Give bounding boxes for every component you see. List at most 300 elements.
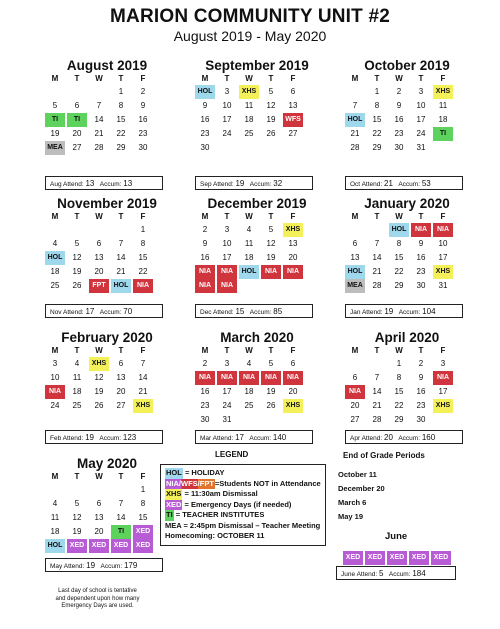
june-days	[343, 551, 451, 565]
attend-month: Oct	[350, 181, 361, 188]
weekday-header	[345, 346, 482, 357]
attendance-box	[45, 430, 163, 444]
day-cell: 3	[224, 359, 230, 368]
day-cell: XED	[387, 551, 407, 565]
weekday-label: M	[201, 212, 209, 221]
weekday-label: T	[268, 212, 274, 221]
day-cell: XHS	[283, 223, 303, 237]
weekday-label: F	[140, 472, 146, 481]
day-cell: 29	[394, 281, 404, 290]
month-apr	[332, 330, 482, 427]
weekday-label: T	[418, 74, 424, 83]
day-cell: 7	[140, 359, 146, 368]
day-cell: 25	[244, 129, 254, 138]
day-cell: 10	[50, 373, 60, 382]
day-cell: NIA	[261, 371, 281, 385]
day-cell: HOL	[195, 85, 215, 99]
accum-label: Accum:	[249, 435, 272, 442]
day-cell: 19	[72, 267, 82, 276]
day-cell: 23	[200, 401, 210, 410]
month-name: December 2019	[207, 196, 307, 211]
day-cell: 25	[72, 401, 82, 410]
attendance-box	[345, 430, 463, 444]
weekday-label: T	[418, 212, 424, 221]
day-cell: 22	[394, 267, 404, 276]
weekday-label: M	[351, 212, 359, 221]
attend-month: Feb	[50, 435, 62, 442]
attend-value: 13	[85, 179, 95, 188]
day-cell: 16	[394, 115, 404, 124]
day-cell: 7	[96, 101, 102, 110]
weekday-label: F	[140, 74, 146, 83]
day-cell: 1	[140, 485, 146, 494]
nia-text: =Students NOT in Attendance	[214, 478, 321, 488]
day-cell: 22	[138, 267, 148, 276]
accum-label: Accum:	[398, 435, 420, 442]
day-cell: 4	[246, 359, 252, 368]
day-cell: 12	[266, 239, 276, 248]
month-name: August 2019	[66, 58, 148, 73]
day-cell: 1	[140, 225, 146, 234]
month-mar	[182, 330, 332, 427]
day-cell: XED	[111, 539, 131, 553]
attendance-box	[336, 566, 456, 580]
grading-date: December 20	[338, 484, 385, 493]
weekday-label: W	[95, 74, 103, 83]
empty-day	[433, 141, 453, 155]
day-cell: HOL	[345, 265, 365, 279]
day-cell: 3	[418, 87, 424, 96]
attend-value: 5	[378, 569, 384, 578]
weekday-label: T	[74, 74, 80, 83]
day-cell: 19	[266, 387, 276, 396]
day-cell: 20	[116, 387, 126, 396]
day-cell: 13	[288, 101, 298, 110]
attendance-box	[345, 304, 463, 318]
weekday-header	[195, 212, 332, 223]
empty-day	[345, 85, 365, 99]
day-cell: 27	[350, 415, 360, 424]
day-cell: NIA	[433, 371, 453, 385]
day-cell: 26	[266, 401, 276, 410]
day-cell: 21	[116, 267, 126, 276]
day-cell: NIA	[411, 223, 431, 237]
legend-homecoming: Homecoming: OCTOBER 11	[165, 531, 265, 540]
weekday-label: F	[140, 212, 146, 221]
attend-value: 15	[235, 307, 245, 316]
day-cell: 5	[74, 499, 80, 508]
weekday-label: T	[74, 472, 80, 481]
day-cell: HOL	[389, 223, 409, 237]
weekday-label: M	[51, 346, 59, 355]
day-cell: 6	[352, 239, 358, 248]
weekday-label: T	[374, 74, 380, 83]
day-grid	[195, 223, 332, 293]
accum-value: 32	[273, 179, 283, 188]
attend-value: 17	[85, 307, 95, 316]
weekday-label: T	[418, 346, 424, 355]
weekday-label: T	[224, 74, 230, 83]
day-cell: 6	[96, 499, 102, 508]
day-cell: 14	[372, 253, 382, 262]
day-cell: NIA	[195, 279, 215, 293]
day-cell: MEA	[345, 279, 365, 293]
legend-hol	[165, 468, 321, 479]
day-cell: 2	[202, 359, 208, 368]
day-cell: NIA	[217, 265, 237, 279]
legend-ti	[165, 510, 321, 521]
day-cell: 7	[118, 499, 124, 508]
attend-month: June	[341, 571, 356, 578]
attend-month: Jan	[350, 309, 361, 316]
attend-label: Attend:	[63, 309, 84, 316]
day-cell: 11	[72, 373, 82, 382]
weekday-label: W	[245, 74, 253, 83]
day-cell: 15	[138, 513, 148, 522]
attendance-box	[45, 304, 163, 318]
day-cell: NIA	[133, 279, 153, 293]
day-cell: 29	[394, 415, 404, 424]
empty-day	[89, 85, 109, 99]
day-cell: 4	[246, 225, 252, 234]
empty-day	[67, 85, 87, 99]
weekday-label: M	[201, 346, 209, 355]
day-cell: 20	[94, 527, 104, 536]
day-cell: XED	[343, 551, 363, 565]
day-cell: 28	[350, 143, 360, 152]
empty-day	[89, 483, 109, 497]
day-cell: 17	[222, 387, 232, 396]
day-cell: 6	[74, 101, 80, 110]
attend-label: Attend:	[361, 309, 383, 316]
day-grid	[345, 223, 482, 293]
day-cell: 17	[438, 253, 448, 262]
day-cell: 7	[374, 373, 380, 382]
empty-day	[67, 223, 87, 237]
day-cell: 30	[394, 143, 404, 152]
day-cell: 1	[396, 359, 402, 368]
day-cell: 28	[372, 415, 382, 424]
weekday-label: W	[395, 346, 403, 355]
weekday-label: M	[51, 74, 59, 83]
day-cell: 1	[118, 87, 124, 96]
day-cell: XED	[133, 525, 153, 539]
day-cell: 17	[416, 115, 426, 124]
weekday-label: T	[268, 346, 274, 355]
day-cell: 15	[394, 253, 404, 262]
day-cell: XHS	[133, 399, 153, 413]
day-cell: 9	[418, 239, 424, 248]
day-cell: XHS	[433, 265, 453, 279]
day-cell: 6	[290, 359, 296, 368]
day-cell: 18	[244, 253, 254, 262]
day-cell: 16	[416, 253, 426, 262]
empty-day	[67, 483, 87, 497]
day-cell: XED	[409, 551, 429, 565]
day-cell: 3	[224, 225, 230, 234]
ti-tag: TI	[166, 510, 173, 519]
weekday-label: M	[51, 472, 59, 481]
day-cell: 12	[72, 513, 82, 522]
attend-month: Aug	[50, 181, 62, 188]
day-cell: 3	[224, 87, 230, 96]
empty-day	[45, 85, 65, 99]
tentative-note: Last day of school is tentative and dependent upon how many Emergency Days are used.	[55, 588, 140, 609]
day-cell: 15	[116, 115, 126, 124]
day-cell: 9	[202, 239, 208, 248]
day-cell: XED	[67, 539, 87, 553]
day-cell: NIA	[195, 265, 215, 279]
day-cell: 3	[52, 359, 58, 368]
day-cell: 14	[94, 115, 104, 124]
day-cell: 19	[266, 115, 276, 124]
accum-value: 104	[422, 307, 436, 316]
day-cell: 1	[374, 87, 380, 96]
attendance-box	[195, 176, 313, 190]
empty-day	[345, 357, 365, 371]
day-cell: 19	[50, 129, 60, 138]
weekday-label: T	[74, 212, 80, 221]
day-cell: 26	[266, 129, 276, 138]
attend-label: Attend:	[213, 309, 234, 316]
day-cell: 23	[138, 129, 148, 138]
day-cell: 17	[222, 253, 232, 262]
month-sep	[182, 58, 332, 155]
day-cell: 14	[138, 373, 148, 382]
day-cell: FPT	[89, 279, 109, 293]
legend-title: LEGEND	[215, 450, 249, 459]
day-cell: 15	[138, 253, 148, 262]
empty-day	[433, 413, 453, 427]
day-cell: 28	[94, 143, 104, 152]
day-cell: 16	[416, 387, 426, 396]
day-cell: 6	[290, 87, 296, 96]
empty-day	[111, 223, 131, 237]
day-cell: 19	[266, 253, 276, 262]
attend-value: 17	[235, 433, 244, 442]
weekday-label: T	[374, 346, 380, 355]
day-cell: 6	[96, 239, 102, 248]
day-cell: 27	[116, 401, 126, 410]
day-cell: 5	[52, 101, 58, 110]
accum-label: Accum:	[99, 435, 122, 442]
weekday-header	[45, 346, 182, 357]
day-cell: 4	[52, 499, 58, 508]
day-cell: 29	[116, 143, 126, 152]
accum-label: Accum:	[100, 563, 123, 570]
day-cell: 15	[372, 115, 382, 124]
weekday-label: F	[290, 212, 296, 221]
day-cell: 13	[350, 253, 360, 262]
month-name: February 2020	[61, 330, 153, 345]
attend-month: Apr	[350, 435, 361, 442]
day-cell: 5	[268, 359, 274, 368]
day-cell: 7	[352, 101, 358, 110]
empty-day	[217, 141, 237, 155]
attend-value: 19	[86, 561, 96, 570]
day-cell: HOL	[45, 251, 65, 265]
day-cell: TI	[433, 127, 453, 141]
attendance-box	[345, 176, 463, 190]
day-cell: 2	[396, 87, 402, 96]
grading-date: October 11	[338, 470, 377, 479]
day-cell: 31	[438, 281, 448, 290]
weekday-label: W	[95, 212, 103, 221]
hol-tag: HOL	[166, 468, 182, 477]
attend-label: Attend:	[361, 181, 383, 188]
day-cell: HOL	[45, 539, 65, 553]
weekday-label: W	[95, 472, 103, 481]
weekday-label: T	[224, 212, 230, 221]
day-cell: 7	[118, 239, 124, 248]
accum-value: 160	[421, 433, 436, 442]
day-cell: 10	[438, 239, 448, 248]
weekday-label: T	[224, 346, 230, 355]
day-cell: 21	[372, 267, 382, 276]
attendance-box	[45, 558, 163, 572]
day-cell: XHS	[433, 85, 453, 99]
empty-day	[45, 223, 65, 237]
weekday-label: F	[440, 346, 446, 355]
day-cell: 16	[200, 253, 210, 262]
day-cell: 18	[50, 267, 60, 276]
attend-value: 19	[85, 433, 94, 442]
day-grid	[345, 85, 482, 155]
day-cell: TI	[67, 113, 87, 127]
empty-day	[283, 279, 303, 293]
day-cell: 8	[396, 373, 402, 382]
june-name: June	[385, 531, 408, 542]
day-cell: 9	[140, 101, 146, 110]
day-cell: 20	[288, 387, 298, 396]
day-cell: 19	[94, 387, 104, 396]
weekday-label: T	[118, 472, 124, 481]
day-cell: 24	[50, 401, 60, 410]
empty-day	[283, 141, 303, 155]
weekday-label: M	[51, 212, 59, 221]
day-cell: 30	[416, 281, 426, 290]
day-cell: 3	[440, 359, 446, 368]
attend-label: Attend:	[356, 571, 378, 578]
month-oct	[332, 58, 482, 155]
page-title: MARION COMMUNITY UNIT #2	[110, 6, 390, 27]
month-name: January 2020	[364, 196, 450, 211]
attend-label: Attend:	[63, 181, 84, 188]
accum-value: 184	[412, 569, 426, 578]
xhs-tag: XHS	[166, 489, 182, 498]
weekday-label: W	[95, 346, 103, 355]
accum-value: 140	[272, 433, 287, 442]
weekday-label: T	[374, 212, 380, 221]
day-cell: 13	[288, 239, 298, 248]
day-cell: 6	[352, 373, 358, 382]
day-cell: XED	[89, 539, 109, 553]
page-subtitle: August 2019 - May 2020	[173, 28, 327, 44]
weekday-label: W	[395, 74, 403, 83]
accum-label: Accum:	[99, 181, 122, 188]
day-cell: 16	[138, 115, 148, 124]
day-cell: 18	[438, 115, 448, 124]
day-cell: NIA	[433, 223, 453, 237]
weekday-label: F	[440, 212, 446, 221]
day-cell: 4	[52, 239, 58, 248]
day-cell: 22	[116, 129, 126, 138]
day-cell: 5	[74, 239, 80, 248]
attend-label: Attend:	[361, 435, 383, 442]
day-cell: XHS	[433, 399, 453, 413]
day-cell: 15	[394, 387, 404, 396]
day-cell: 13	[94, 253, 104, 262]
weekday-header	[195, 74, 332, 85]
empty-day	[239, 279, 259, 293]
legend-xed	[165, 500, 321, 511]
day-cell: 21	[372, 401, 382, 410]
legend-box	[160, 464, 326, 546]
day-cell: 8	[374, 101, 380, 110]
day-cell: TI	[45, 113, 65, 127]
grading-periods-list	[338, 470, 385, 526]
day-cell: 23	[416, 401, 426, 410]
attendance-box	[195, 304, 313, 318]
weekday-label: W	[245, 212, 253, 221]
attend-value: 21	[384, 179, 393, 188]
attend-value: 19	[384, 307, 394, 316]
accum-value: 70	[123, 307, 133, 316]
day-cell: 10	[222, 101, 232, 110]
accum-value: 123	[122, 433, 137, 442]
day-cell: WFS	[283, 113, 303, 127]
day-cell: 27	[72, 143, 82, 152]
accum-label: Accum:	[398, 309, 421, 316]
day-cell: MEA	[45, 141, 65, 155]
ti-text: = TEACHER INSTITUTES	[175, 510, 265, 519]
day-cell: HOL	[111, 279, 131, 293]
day-cell: 14	[372, 387, 382, 396]
xed-tag: XED	[166, 499, 182, 509]
day-cell: 9	[396, 101, 402, 110]
empty-day	[367, 223, 387, 237]
day-cell: 24	[222, 129, 232, 138]
attendance-box	[45, 176, 163, 190]
accum-label: Accum:	[388, 571, 411, 578]
accum-label: Accum:	[99, 309, 122, 316]
day-cell: 10	[222, 239, 232, 248]
month-nov	[32, 196, 182, 293]
day-cell: 7	[374, 239, 380, 248]
day-cell: 16	[200, 387, 210, 396]
weekday-label: F	[290, 74, 296, 83]
day-cell: 8	[396, 239, 402, 248]
weekday-header	[45, 74, 182, 85]
attend-month: Dec	[200, 309, 212, 316]
day-cell: 14	[116, 253, 126, 262]
day-cell: 28	[372, 281, 382, 290]
day-cell: 8	[118, 101, 124, 110]
weekday-header	[45, 212, 182, 223]
empty-day	[89, 223, 109, 237]
attendance-box	[195, 430, 313, 444]
day-cell: 13	[94, 513, 104, 522]
attend-value: 20	[384, 433, 393, 442]
weekday-header	[195, 346, 332, 357]
weekday-label: F	[440, 74, 446, 83]
attend-month: Sep	[200, 181, 212, 188]
day-cell: NIA	[217, 371, 237, 385]
day-cell: NIA	[239, 371, 259, 385]
day-cell: 11	[244, 239, 254, 248]
month-name: September 2019	[205, 58, 309, 73]
empty-day	[239, 141, 259, 155]
